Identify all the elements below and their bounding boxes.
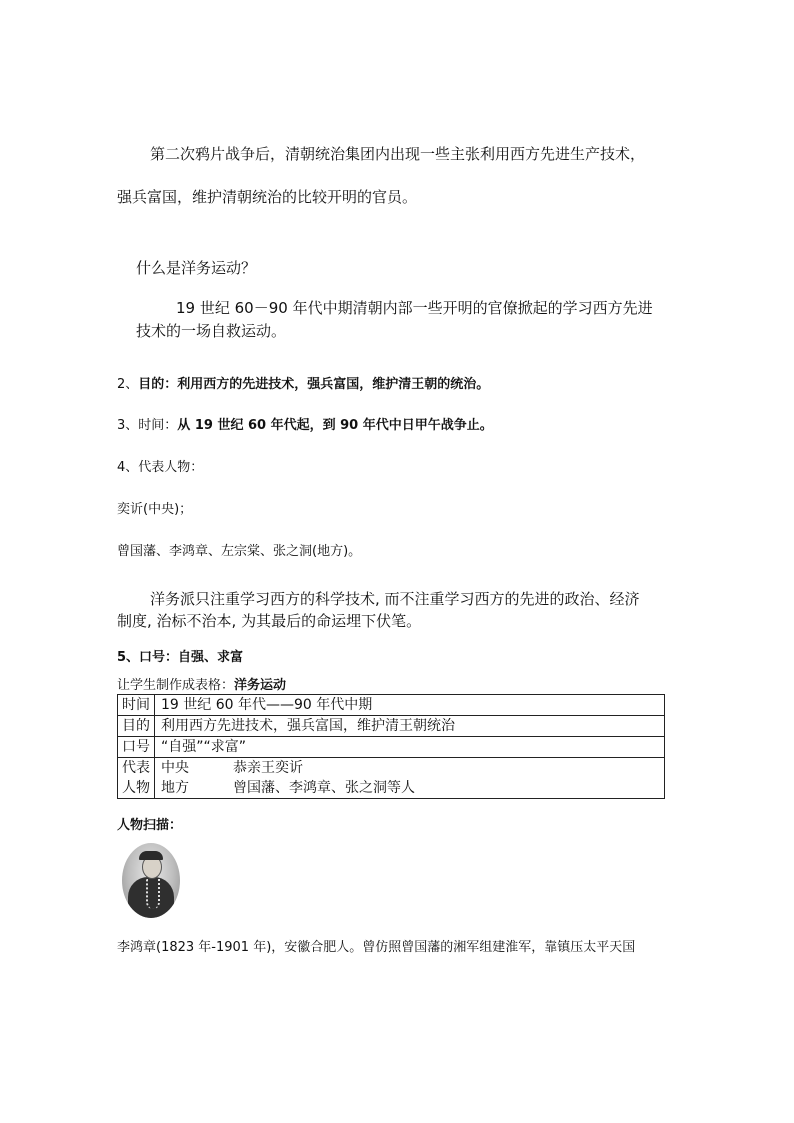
- table-intro-title: 洋务运动: [234, 678, 287, 693]
- item-purpose-label: 目的：: [138, 377, 178, 392]
- representatives-local: 曾国藩、李鸿章、左宗棠、张之洞(地方)。: [117, 544, 362, 559]
- table-head-representatives: [118, 758, 155, 799]
- portrait-hat-shape: [139, 851, 163, 860]
- table-head-purpose: 目的: [118, 716, 155, 737]
- comment-line-2: 制度, 治标不治本, 为其最后的命运埋下伏笔。: [117, 612, 422, 630]
- rep-local-names: 曾国藩、李鸿章、张之洞等人: [233, 780, 415, 796]
- item-time: [117, 414, 493, 433]
- rep-local-row: [161, 778, 658, 798]
- item-purpose-number: 2、: [117, 377, 139, 392]
- rep-local-role: 地方: [161, 780, 189, 796]
- table-row-time: [118, 695, 665, 716]
- person-scan-title: 人物扫描：: [117, 818, 183, 833]
- item-time-text: 从 19 世纪 60 年代起，到 90 年代中日甲午战争止。: [177, 418, 493, 433]
- intro-line-1: 第二次鸦片战争后，清朝统治集团内出现一些主张利用西方先进生产技术，: [150, 145, 646, 163]
- table-head-slogan: 口号: [118, 737, 155, 758]
- item-slogan: 5、口号：自强、求富: [117, 650, 244, 665]
- bio-line: 李鸿章(1823 年-1901 年)，安徽合肥人。曾仿照曾国藩的湘军组建淮军，靠镇压太平天国: [117, 940, 636, 955]
- item-time-number: 3、: [117, 418, 139, 433]
- rep-central-role: 中央: [161, 760, 189, 776]
- item-time-label: 时间：: [138, 418, 178, 433]
- table-row-slogan: [118, 737, 665, 758]
- intro-line-2: 强兵富国，维护清朝统治的比较开明的官员。: [117, 188, 418, 206]
- portrait-court-beads: [146, 879, 160, 909]
- rep-central-row: [161, 758, 658, 778]
- rep-central-names: 恭亲王奕䜣: [233, 760, 303, 776]
- table-value-representatives: [155, 758, 665, 799]
- question-heading: 什么是洋务运动？: [136, 259, 257, 277]
- table-value-time: 19 世纪 60 年代——90 年代中期: [155, 695, 665, 716]
- item-representatives-title: 4、代表人物：: [117, 460, 204, 475]
- representatives-central: 奕䜣(中央)；: [117, 502, 193, 517]
- li-hongzhang-portrait: [122, 843, 180, 918]
- table-head-rep-line-1: 代表: [122, 760, 150, 776]
- item-purpose-text: 利用西方的先进技术，强兵富国，维护清王朝的统治。: [177, 377, 490, 392]
- table-intro-lead: 让学生制作成表格：: [117, 678, 235, 693]
- item-purpose: [117, 373, 489, 392]
- comment-line-1: 洋务派只注重学习西方的科学技术, 而不注重学习西方的先进的政治、经济: [150, 590, 640, 608]
- table-value-slogan: “自强”“求富”: [155, 737, 665, 758]
- table-head-time: 时间: [118, 695, 155, 716]
- summary-table: [117, 694, 665, 799]
- definition-line-1: 19 世纪 60－90 年代中期清朝内部一些开明的官僚掀起的学习西方先进: [176, 299, 653, 317]
- table-head-rep-line-2: 人物: [122, 780, 150, 796]
- table-intro: [117, 674, 286, 693]
- table-row-representatives: [118, 758, 665, 799]
- definition-line-2: 技术的一场自救运动。: [136, 322, 287, 340]
- table-value-purpose: 利用西方先进技术，强兵富国，维护清王朝统治: [155, 716, 665, 737]
- table-row-purpose: [118, 716, 665, 737]
